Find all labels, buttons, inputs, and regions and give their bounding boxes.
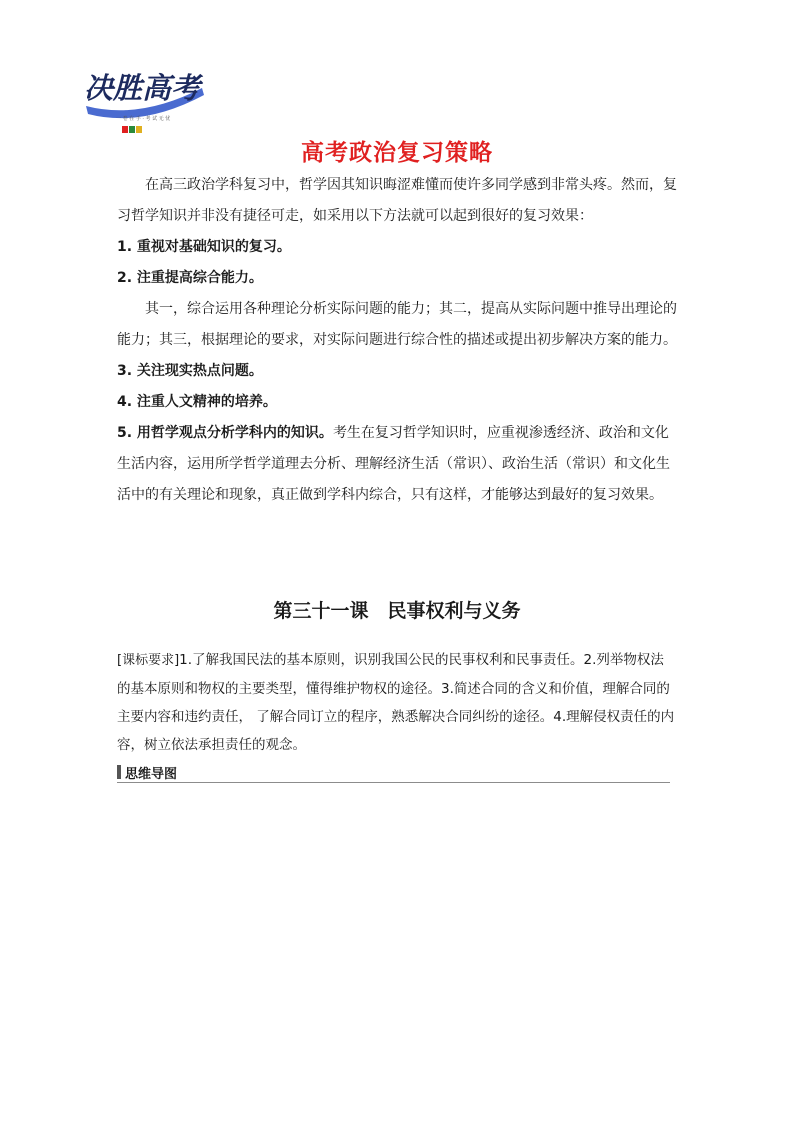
requirements-text: 1.了解我国民法的基本原则，识别我国公民的民事权利和民事责任。2.列举物权法的基本原则和物权的主要类型，懂得维护物权的途径。3.简述合同的含义和价值，理解合同的主要内容和违约责任， 了解合同订立的程序，熟悉解决合同纠纷的途径。4.理解侵权责任的内容，树立依法承担责任的观念。 [117, 652, 675, 753]
mindmap-label: 思维导图 [125, 767, 178, 782]
requirements-tag: [课标要求] [117, 653, 180, 668]
logo-graphic [80, 62, 210, 142]
point-5-paragraph [117, 418, 677, 511]
curriculum-requirements [117, 646, 677, 759]
point-3-heading: 3. 关注现实热点问题。 [117, 363, 263, 379]
point-5-heading: 5. 用哲学观点分析学科内的知识。 [117, 425, 333, 441]
intro-paragraph: 在高三政治学科复习中，哲学因其知识晦涩难懂而使许多同学感到非常头疼。然而，复习哲学知识并非没有捷径可走，如采用以下方法就可以起到很好的复习效果： [117, 177, 677, 224]
logo-figure-yellow [136, 126, 142, 133]
point-1-heading: 1. 重视对基础知识的复习。 [117, 239, 291, 255]
point-2-detail: 其一，综合运用各种理论分析实际问题的能力；其二，提高从实际问题中推导出理论的能力；其三，根据理论的要求，对实际问题进行综合性的描述或提出初步解决方案的能力。 [117, 301, 677, 348]
strategy-body [117, 170, 677, 511]
point-2-heading: 2. 注重提高综合能力。 [117, 270, 263, 286]
logo-small-text: 一 卷 在 手 · 考 试 无 忧 [116, 116, 171, 122]
section-marker-icon [117, 765, 121, 779]
document-title: 高考政治复习策略 [301, 140, 493, 166]
point-4-heading: 4. 注重人文精神的培养。 [117, 394, 277, 410]
logo-text: 决胜高考 [84, 71, 201, 105]
mindmap-section-header [117, 762, 670, 783]
logo [80, 62, 210, 142]
logo-figure-green [129, 126, 135, 133]
lesson-title: 第三十一课 民事权利与义务 [273, 600, 521, 622]
logo-figure-red [122, 126, 128, 133]
point-5-detail: 考生在复习哲学知识时，应重视渗透经济、政治和文化生活内容，运用所学哲学道理去分析、理解经济生活（常识）、政治生活（常识）和文化生活中的有关理论和现象，真正做到学科内综合，只有这样，才能够达到最好的复习效果。 [117, 425, 670, 503]
